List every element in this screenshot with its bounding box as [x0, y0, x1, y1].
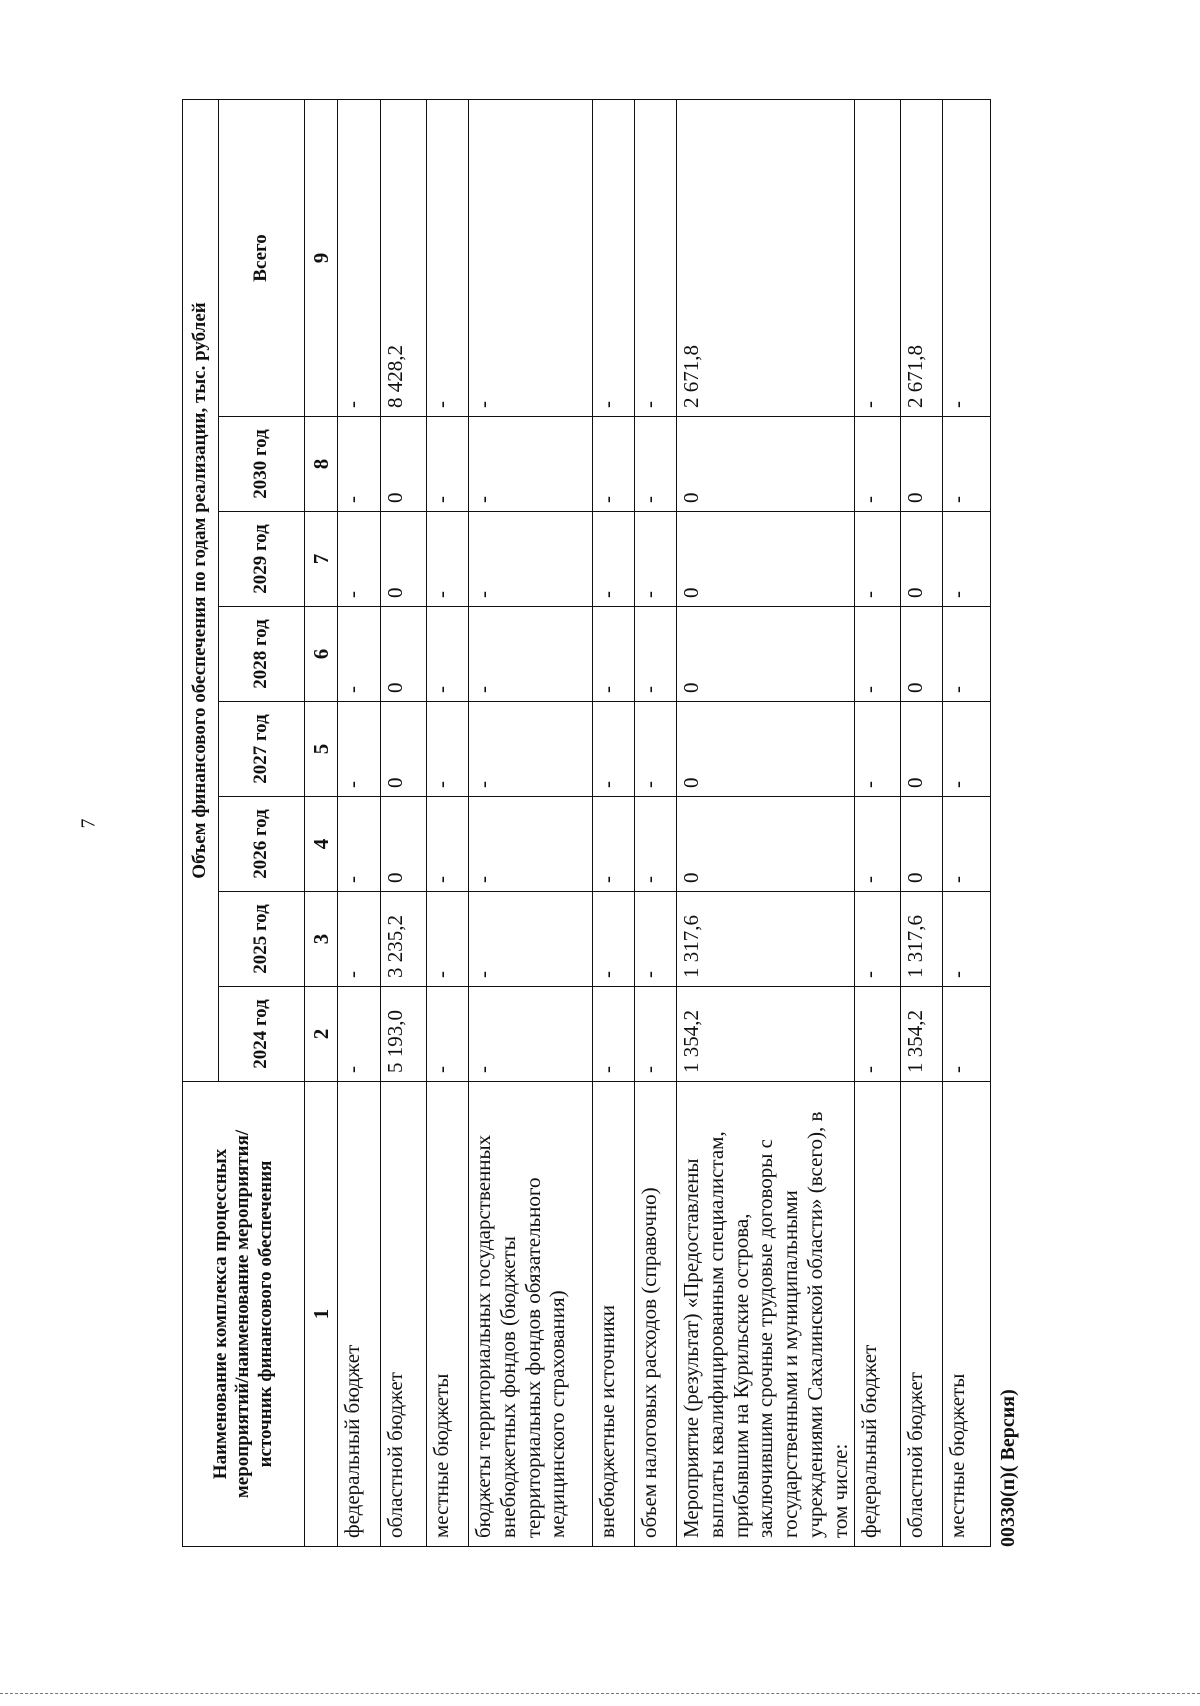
row-year-value: - [943, 417, 991, 512]
row-year-value: - [593, 702, 635, 797]
row-year-value: - [943, 987, 991, 1082]
row-source-name: объем налоговых расходов (справочно) [635, 1082, 677, 1547]
table-row [593, 99, 635, 1546]
year-header: 2024 год [219, 987, 305, 1082]
column-number: 2 [305, 987, 338, 1082]
financing-table [182, 99, 991, 1547]
row-source-name: Мероприятие (результат) «Предоставлены выплаты квалифицированным специалистам, прибывшим на Курильские острова, заключившим срочные трудовые договоры с государственными и муниципальными учреждениями Сахалинской области» (всего), в том числе: [677, 1082, 855, 1547]
year-header: 2029 год [219, 512, 305, 607]
column-number: 4 [305, 797, 338, 892]
row-year-value: - [635, 417, 677, 512]
row-total-value: 8 428,2 [381, 99, 427, 416]
row-year-value: - [855, 987, 901, 1082]
column-number: 8 [305, 417, 338, 512]
row-year-value: 0 [381, 512, 427, 607]
column-number: 6 [305, 607, 338, 702]
row-year-value: - [469, 702, 593, 797]
row-year-value: - [469, 797, 593, 892]
table-row [943, 99, 991, 1546]
column-number-row [305, 99, 338, 1546]
row-source-name: местные бюджеты [943, 1082, 991, 1547]
row-year-value: - [338, 417, 381, 512]
row-year-value: 0 [901, 512, 943, 607]
total-header: Всего [219, 99, 305, 416]
row-total-value: 2 671,8 [677, 99, 855, 416]
year-header: 2027 год [219, 702, 305, 797]
row-total-value: - [338, 99, 381, 416]
row-total-value: - [943, 99, 991, 416]
row-year-value: 0 [677, 512, 855, 607]
year-header: 2025 год [219, 892, 305, 987]
row-year-value: - [855, 607, 901, 702]
row-year-value: - [593, 417, 635, 512]
row-year-value: - [338, 702, 381, 797]
row-year-value: - [943, 892, 991, 987]
table-row [901, 99, 943, 1546]
row-total-value: 2 671,8 [901, 99, 943, 416]
row-year-value: - [427, 607, 469, 702]
row-year-value: - [469, 987, 593, 1082]
row-year-value: - [469, 417, 593, 512]
row-year-value: 0 [901, 417, 943, 512]
row-source-name: федеральный бюджет [338, 1082, 381, 1547]
row-year-value: 0 [381, 702, 427, 797]
row-year-value: - [593, 892, 635, 987]
row-year-value: 0 [677, 702, 855, 797]
row-year-value: - [427, 797, 469, 892]
table-row [677, 99, 855, 1546]
column-number: 5 [305, 702, 338, 797]
row-year-value: - [855, 892, 901, 987]
col1-header: Наименование комплекса процессных мероприятий/наименование мероприятия/источник финансового обеспечения [183, 1082, 305, 1547]
row-year-value: 1 354,2 [677, 987, 855, 1082]
row-year-value: - [427, 512, 469, 607]
row-year-value: 0 [901, 702, 943, 797]
column-number: 7 [305, 512, 338, 607]
page-number: 7 [77, 818, 100, 829]
row-year-value: - [635, 892, 677, 987]
row-source-name: внебюджетные источники [593, 1082, 635, 1547]
rotated-page-content [182, 100, 1182, 1547]
row-year-value: - [593, 512, 635, 607]
row-year-value: - [855, 417, 901, 512]
row-year-value: - [469, 892, 593, 987]
row-year-value: - [427, 702, 469, 797]
year-header: 2026 год [219, 797, 305, 892]
row-year-value: 1 354,2 [901, 987, 943, 1082]
year-header: 2030 год [219, 417, 305, 512]
row-year-value: - [469, 512, 593, 607]
row-year-value: 0 [901, 797, 943, 892]
row-total-value: - [469, 99, 593, 416]
row-year-value: - [593, 987, 635, 1082]
page-fold-line [0, 1693, 1200, 1694]
row-year-value: - [593, 797, 635, 892]
row-source-name: местные бюджеты [427, 1082, 469, 1547]
document-footer-code: 00330(п)( Версия) [997, 1389, 1020, 1547]
row-source-name: областной бюджет [381, 1082, 427, 1547]
row-year-value: - [338, 987, 381, 1082]
row-year-value: 0 [677, 607, 855, 702]
row-year-value: - [635, 607, 677, 702]
row-total-value: - [635, 99, 677, 416]
table-row [469, 99, 593, 1546]
row-source-name: бюджеты территориальных государственных внебюджетных фондов (бюджеты территориальных фондов обязательного медицинского страхования) [469, 1082, 593, 1547]
table-row [427, 99, 469, 1546]
row-year-value: 1 317,6 [901, 892, 943, 987]
row-year-value: - [469, 607, 593, 702]
row-year-value: 0 [381, 607, 427, 702]
row-total-value: - [593, 99, 635, 416]
row-year-value: - [635, 797, 677, 892]
row-year-value: - [855, 512, 901, 607]
row-total-value: - [855, 99, 901, 416]
row-year-value: - [593, 607, 635, 702]
row-year-value: - [855, 797, 901, 892]
column-number: 1 [305, 1082, 338, 1547]
table-row [381, 99, 427, 1546]
row-year-value: 0 [381, 417, 427, 512]
row-year-value: - [338, 607, 381, 702]
table-row [855, 99, 901, 1546]
row-year-value: - [338, 512, 381, 607]
row-year-value: 0 [677, 797, 855, 892]
row-year-value: - [427, 417, 469, 512]
group-header: Объем финансового обеспечения по годам реализации, тыс. рублей [183, 99, 219, 1081]
row-year-value: - [427, 892, 469, 987]
row-year-value: 0 [381, 797, 427, 892]
row-year-value: 3 235,2 [381, 892, 427, 987]
row-year-value: 1 317,6 [677, 892, 855, 987]
row-source-name: федеральный бюджет [855, 1082, 901, 1547]
table-row [338, 99, 381, 1546]
row-year-value: - [635, 512, 677, 607]
row-source-name: областной бюджет [901, 1082, 943, 1547]
row-year-value: - [635, 702, 677, 797]
row-year-value: 5 193,0 [381, 987, 427, 1082]
row-year-value: 0 [901, 607, 943, 702]
row-year-value: - [943, 512, 991, 607]
row-year-value: - [427, 987, 469, 1082]
row-year-value: 0 [677, 417, 855, 512]
row-total-value: - [427, 99, 469, 416]
year-header: 2028 год [219, 607, 305, 702]
row-year-value: - [943, 797, 991, 892]
row-year-value: - [338, 797, 381, 892]
row-year-value: - [943, 607, 991, 702]
column-number: 9 [305, 99, 338, 416]
row-year-value: - [855, 702, 901, 797]
row-year-value: - [338, 892, 381, 987]
row-year-value: - [635, 987, 677, 1082]
table-row [635, 99, 677, 1546]
column-number: 3 [305, 892, 338, 987]
row-year-value: - [943, 702, 991, 797]
